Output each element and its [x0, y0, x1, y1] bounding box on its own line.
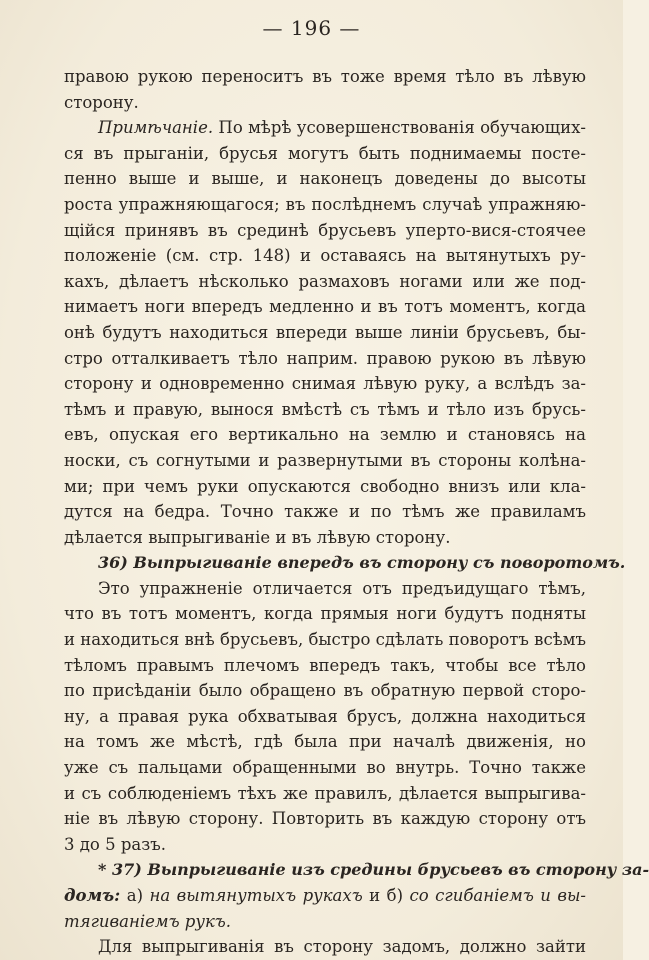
text-line — [64, 934, 586, 960]
text-line — [64, 729, 586, 755]
text-segment: 3 до 5 разъ. — [64, 834, 166, 854]
text-line — [64, 909, 586, 935]
text-segment: тягиваніемъ рукъ. — [64, 911, 232, 931]
text-segment: и б) — [362, 886, 410, 905]
text-line — [64, 346, 586, 372]
text-segment: 36) Выпрыгиваніе впередъ въ сторону съ поворотомъ. — [98, 553, 626, 573]
text-line — [64, 192, 586, 218]
text-segment: щійся принявъ въ срединѣ брусьевъ уперто-вися-стоячее — [64, 220, 586, 240]
section-heading-line — [64, 857, 649, 883]
text-line — [64, 704, 586, 730]
text-line — [64, 243, 586, 269]
text-segment: ну, а правая рука обхватывая брусъ, должна находиться — [64, 706, 586, 726]
text-line — [64, 448, 586, 474]
text-line — [64, 883, 586, 909]
text-segment: роста упражняющагося; въ послѣднемъ случаѣ упражняю- — [64, 194, 586, 214]
text-segment: ми; при чемъ руки опускаются свободно внизъ или кла- — [64, 476, 586, 496]
text-line — [64, 422, 586, 448]
text-segment: нимаетъ ноги впередъ медленно и въ тотъ моментъ, когда — [64, 297, 586, 317]
text-segment: дутся на бедра. Точно также и по тѣмъ же правиламъ — [64, 502, 586, 522]
text-segment: сторону и одновременно снимая лѣвую руку, а вслѣдъ за- — [64, 374, 586, 394]
text-line — [64, 90, 586, 116]
text-line — [64, 525, 586, 551]
text-segment: правою рукою переноситъ въ тоже время тѣло въ лѣвую — [64, 67, 586, 86]
text-line — [64, 320, 586, 346]
text-segment: по присѣданіи было обращено въ обратную первой сторо- — [64, 681, 586, 701]
page-number: — 196 — — [262, 16, 361, 40]
text-line — [64, 218, 586, 244]
text-line — [64, 806, 586, 832]
text-segment: сторону. — [64, 92, 139, 112]
text-line — [64, 832, 586, 858]
text-line — [64, 576, 586, 602]
text-segment: пенно выше и выше, и наконецъ доведены до высоты — [64, 169, 586, 189]
text-line — [64, 781, 586, 807]
text-line — [64, 627, 586, 653]
text-segment: По мѣрѣ усовершенствованія обучающих- — [213, 118, 586, 138]
text-segment: тѣмъ и правую, вынося вмѣстѣ съ тѣмъ и тѣло изъ брусь- — [64, 399, 586, 419]
text-line — [64, 397, 586, 423]
text-segment: Для выпрыгиванія въ сторону задомъ, должно зайти — [98, 937, 586, 957]
text-segment: на томъ же мѣстѣ, гдѣ была при началѣ движенія, но — [64, 732, 586, 752]
text-line — [64, 115, 586, 141]
text-line — [64, 269, 586, 295]
section-heading-line — [64, 550, 626, 576]
text-segment: и съ соблюденіемъ тѣхъ же правилъ, дѣлается выпрыгива- — [64, 783, 586, 803]
text-segment: носки, съ согнутыми и развернутыми въ стороны колѣна- — [64, 450, 586, 470]
text-segment: Это упражненіе отличается отъ предъидущаго тѣмъ, — [98, 578, 586, 598]
text-line — [64, 653, 586, 679]
text-line — [64, 64, 586, 90]
text-line — [64, 678, 586, 704]
text-segment: дѣлается выпрыгиваніе и въ лѣвую сторону. — [64, 527, 451, 547]
text-line — [64, 601, 586, 627]
text-segment: онѣ будутъ находиться впереди выше линіи брусьевъ, бы- — [64, 322, 586, 342]
text-line — [64, 166, 586, 192]
text-line — [64, 474, 586, 500]
text-segment: ся въ прыганіи, брусья могутъ быть поднимаемы посте- — [64, 143, 586, 163]
text-segment: кахъ, дѣлаетъ нѣсколько размаховъ ногами или же под- — [64, 271, 586, 291]
text-segment: со сгибаніемъ и вы- — [409, 886, 587, 905]
text-segment: евъ, опуская его вертикально на землю и становясь на — [64, 425, 586, 445]
text-segment: и находиться внѣ брусьевъ, быстро сдѣлать поворотъ всѣмъ — [64, 630, 586, 650]
page-text — [64, 64, 649, 960]
text-segment: на вытянутыхъ рукахъ — [149, 886, 363, 905]
text-line — [64, 499, 586, 525]
text-segment: ніе въ лѣвую сторону. Повторить въ каждую сторону отъ — [64, 809, 586, 829]
text-segment: домъ: — [64, 886, 121, 905]
text-segment: что въ тотъ моментъ, когда прямыя ноги будутъ подняты — [64, 604, 586, 624]
text-line — [64, 294, 586, 320]
text-segment: Примѣчаніе. — [98, 118, 214, 138]
text-segment: * 37) Выпрыгиваніе изъ средины брусьевъ въ сторону за- — [98, 860, 649, 880]
text-segment: уже съ пальцами обращенными во внутрь. Точно также — [64, 758, 586, 778]
text-line — [64, 371, 586, 397]
text-segment: а) — [120, 886, 150, 905]
text-segment: тѣломъ правымъ плечомъ впередъ такъ, чтобы все тѣло — [64, 655, 586, 675]
text-line — [64, 755, 586, 781]
text-segment: стро отталкиваетъ тѣло наприм. правою рукою въ лѣвую — [64, 348, 586, 368]
text-line — [64, 141, 586, 167]
text-segment: положеніе (см. стр. 148) и оставаясь на вытянутыхъ ру- — [64, 246, 586, 266]
